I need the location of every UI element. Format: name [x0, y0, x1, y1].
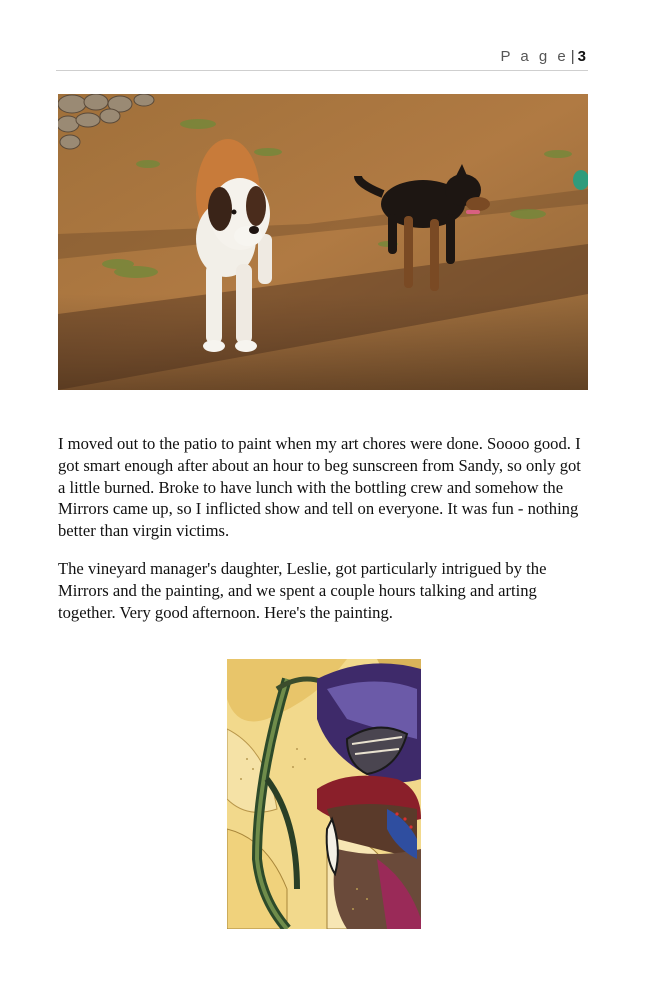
page-number: 3 — [577, 48, 586, 65]
dogs-photo — [58, 94, 588, 390]
dogs-photo-illustration — [58, 94, 588, 390]
page-number-label — [500, 48, 586, 65]
page-separator: | — [570, 48, 575, 65]
page-word: P a g e — [500, 48, 569, 65]
page-header — [56, 48, 588, 71]
body-paragraph-1: I moved out to the patio to paint when my art chores were done. Soooo good. I got smart enough after about an hour to beg sunscreen from Sandy, so only got a little burned. Broke to have lunch with the bottling crew and somehow the Mirrors came up, so I inflicted show and tell on everyone. It was fun - nothing better than virgin victims. — [58, 434, 581, 541]
painting-image — [227, 659, 421, 929]
body-paragraph-2: The vineyard manager's daughter, Leslie, got particularly intrigued by the Mirrors and the painting, and we spent a couple hours talking and arting together. Very good afternoon. Here's the painting. — [58, 559, 547, 622]
abstract-floral-painting — [227, 659, 421, 929]
